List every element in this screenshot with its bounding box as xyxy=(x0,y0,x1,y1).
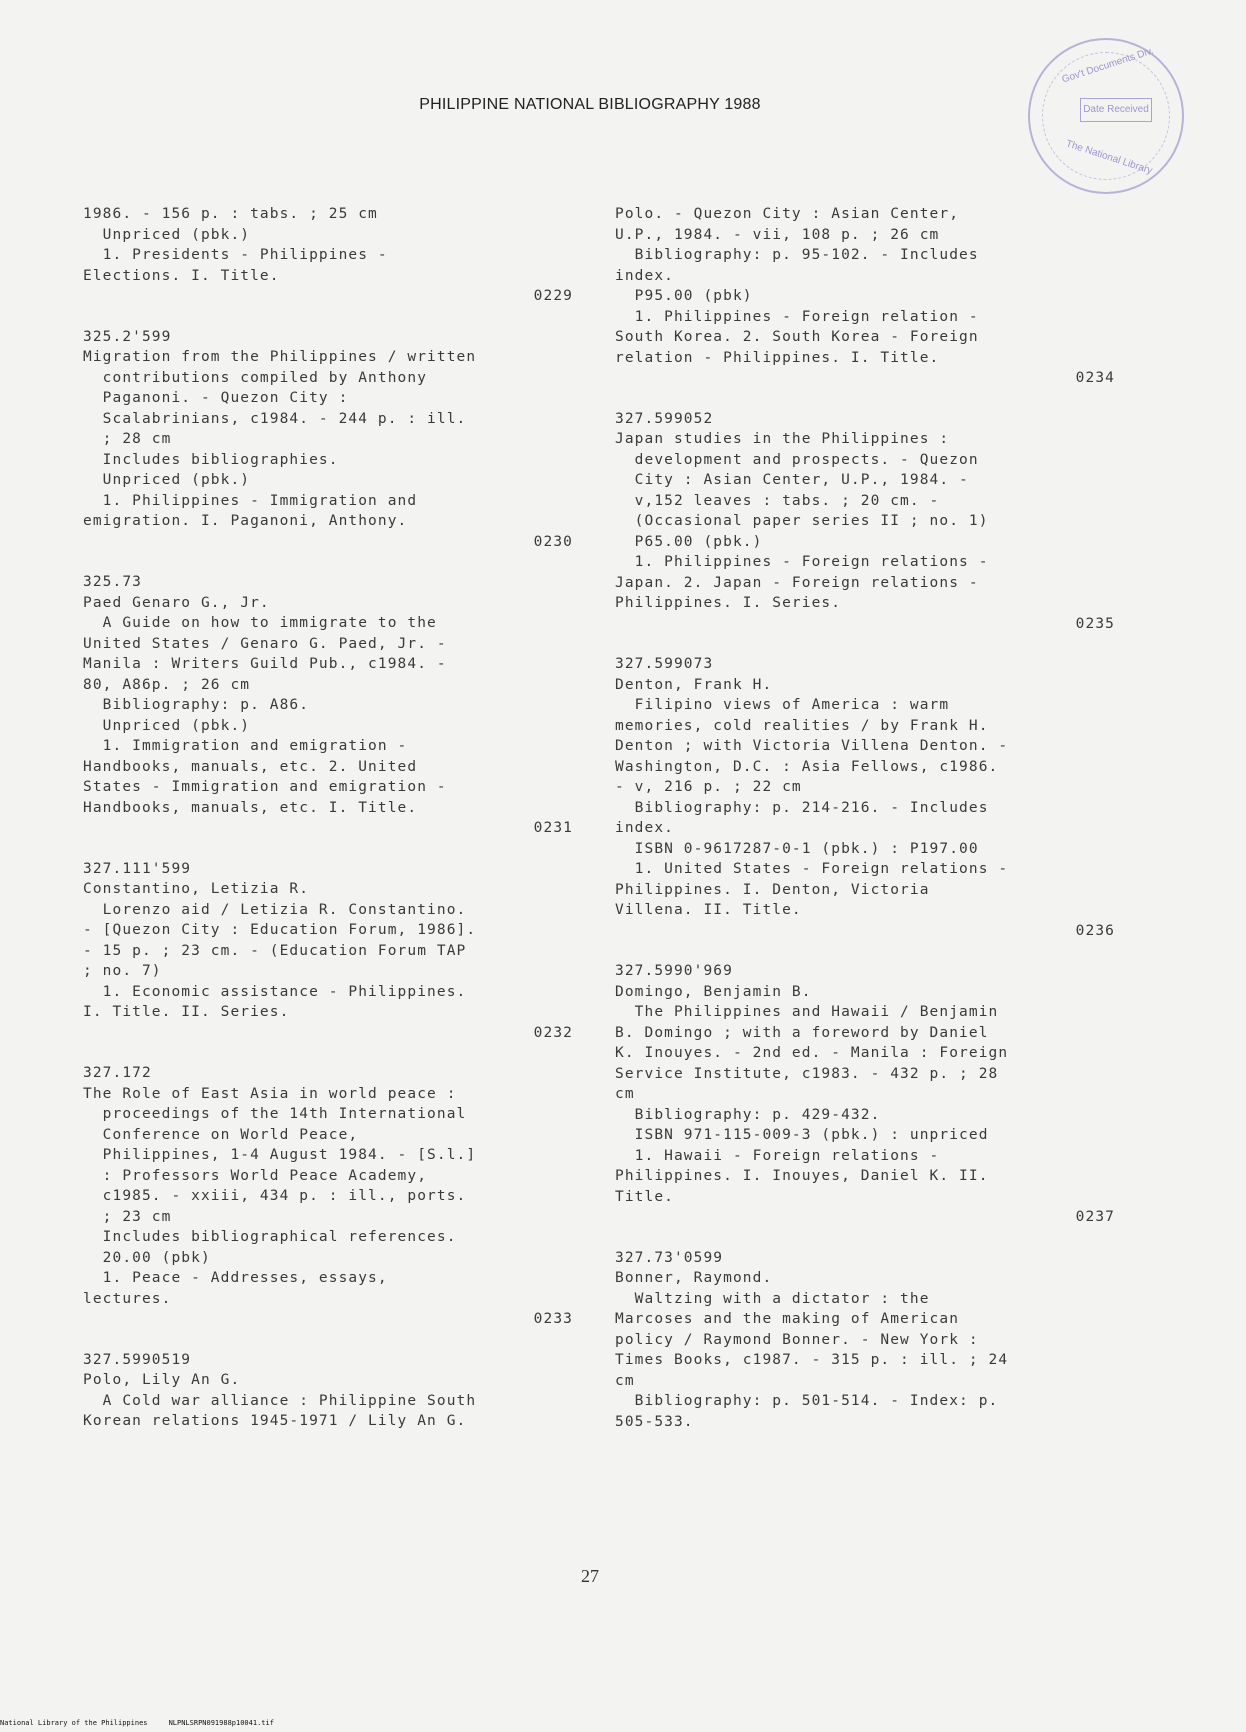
page-number: 27 xyxy=(581,1566,599,1586)
entry-line: relation - Philippines. I. Title. xyxy=(615,349,940,366)
entry-line: lectures. xyxy=(83,1290,172,1307)
entry-line: 1. Presidents - Philippines - xyxy=(83,247,388,263)
entry-line: - v, 216 p. ; 22 cm xyxy=(615,779,802,795)
entry-line: 327.599073 xyxy=(615,656,714,672)
entry-line: 327.5990'969 xyxy=(615,963,733,979)
entry-line: Bibliography: p. 95-102. - Includes xyxy=(615,247,979,263)
entry-line: Lorenzo aid / Letizia R. Constantino. xyxy=(83,901,467,918)
control-number: 0233 xyxy=(533,1311,573,1327)
entry-line: The Role of East Asia in world peace : xyxy=(83,1085,457,1102)
entry-line: policy / Raymond Bonner. - New York : xyxy=(615,1331,979,1348)
entry-line: memories, cold realities / by Frank H. xyxy=(615,717,989,734)
entry-line: Conference on World Peace, xyxy=(83,1126,359,1143)
stamp-top-text: Gov't Documents Div. xyxy=(1060,45,1155,86)
entry-line: Japan studies in the Philippines : xyxy=(615,431,950,447)
entry-line: - 15 p. ; 23 cm. - (Education Forum TAP xyxy=(83,942,467,959)
bibliography-entry xyxy=(615,961,1115,1228)
entry-line: Philippines. I. Denton, Victoria xyxy=(615,881,930,898)
bibliography-entry xyxy=(83,1063,573,1330)
entry-line: Paed Genaro G., Jr. xyxy=(83,594,270,611)
entry-line: 1. Peace - Addresses, essays, xyxy=(83,1270,388,1286)
entry-line: 327.73'0599 xyxy=(615,1249,724,1266)
entry-line: South Korea. 2. South Korea - Foreign xyxy=(615,329,979,345)
entry-line: I. Title. II. Series. xyxy=(83,1004,290,1020)
entry-line: contributions compiled by Anthony xyxy=(83,369,428,386)
entry-line: 505-533. xyxy=(615,1413,694,1430)
entry-line: Manila : Writers Guild Pub., c1984. - xyxy=(83,656,447,672)
entry-line: Unpriced (pbk.) xyxy=(83,717,251,734)
entry-line: 1. Philippines - Immigration and xyxy=(83,492,418,509)
entry-line: 80, A86p. ; 26 cm xyxy=(83,676,251,693)
control-number: 0229 xyxy=(533,288,573,304)
stamp-bottom-text: The National Library xyxy=(1064,138,1154,177)
page-header: PHILIPPINE NATIONAL BIBLIOGRAPHY 1988 xyxy=(419,96,761,113)
entry-line: Filipino views of America : warm xyxy=(615,697,950,713)
entry-line: Japan. 2. Japan - Foreign relations - xyxy=(615,574,979,591)
entry-line: 1. Hawaii - Foreign relations - xyxy=(615,1147,940,1164)
entry-line: Philippines. I. Series. xyxy=(615,595,842,611)
entry-line: City : Asian Center, U.P., 1984. - xyxy=(615,472,969,488)
entry-line: ; no. 7) xyxy=(83,963,162,979)
entry-line: v,152 leaves : tabs. ; 20 cm. - xyxy=(615,492,940,509)
entry-line: 1986. - 156 p. : tabs. ; 25 cm xyxy=(83,206,378,222)
entry-line: Constantino, Letizia R. xyxy=(83,881,310,897)
entry-line: Polo, Lily An G. xyxy=(83,1372,241,1388)
entry-line: development and prospects. - Quezon xyxy=(615,451,979,468)
entry-line: Domingo, Benjamin B. xyxy=(615,983,812,1000)
entry-line: U.P., 1984. - vii, 108 p. ; 26 cm xyxy=(615,226,940,243)
entry-line: 20.00 (pbk) xyxy=(83,1249,211,1266)
bibliography-entry xyxy=(83,1350,573,1432)
entry-line: Waltzing with a dictator : the xyxy=(615,1290,930,1307)
entry-line: B. Domingo ; with a foreword by Daniel xyxy=(615,1024,989,1041)
entry-line: P65.00 (pbk.) xyxy=(615,533,763,550)
left-column xyxy=(83,204,573,1452)
entry-line: Bibliography: p. 501-514. - Index: p. xyxy=(615,1393,999,1409)
entry-line: (Occasional paper series II ; no. 1) xyxy=(615,513,989,529)
entry-line: Korean relations 1945-1971 / Lily An G. xyxy=(83,1413,467,1429)
control-number: 0235 xyxy=(1075,615,1115,632)
entry-line: A Cold war alliance : Philippine South xyxy=(83,1392,477,1409)
entry-line: K. Inouyes. - 2nd ed. - Manila : Foreign xyxy=(615,1045,1009,1061)
entry-line: emigration. I. Paganoni, Anthony. xyxy=(83,513,408,529)
entry-line: ; 23 cm xyxy=(83,1208,172,1225)
entry-line: United States / Genaro G. Paed, Jr. - xyxy=(83,635,447,652)
entry-line: 1. Economic assistance - Philippines. xyxy=(83,983,467,1000)
entry-line: c1985. - xxiii, 434 p. : ill., ports. xyxy=(83,1188,467,1204)
entry-line: ISBN 0-9617287-0-1 (pbk.) : P197.00 xyxy=(615,840,979,857)
entry-line: Unpriced (pbk.) xyxy=(83,472,251,488)
entry-line: Marcoses and the making of American xyxy=(615,1311,960,1327)
right-column xyxy=(615,204,1115,1452)
entry-line: ; 28 cm xyxy=(83,431,172,447)
entry-line: Villena. II. Title. xyxy=(615,902,802,918)
bibliography-entry xyxy=(83,572,573,839)
entry-line: Philippines, 1-4 August 1984. - [S.l.] xyxy=(83,1147,477,1163)
entry-line: Service Institute, c1983. - 432 p. ; 28 xyxy=(615,1065,999,1082)
entry-line: 327.111'599 xyxy=(83,860,192,877)
entry-line: Includes bibliographies. xyxy=(83,451,339,468)
entry-line: - [Quezon City : Education Forum, 1986]. xyxy=(83,922,477,938)
bibliography-entry xyxy=(615,409,1115,635)
entry-line: Elections. I. Title. xyxy=(83,267,280,284)
entry-line: Philippines. I. Inouyes, Daniel K. II. xyxy=(615,1168,989,1184)
entry-line: 1. United States - Foreign relations - xyxy=(615,861,1009,877)
entry-line: A Guide on how to immigrate to the xyxy=(83,615,437,631)
entry-line: Handbooks, manuals, etc. I. Title. xyxy=(83,799,418,816)
entry-line: proceedings of the 14th International xyxy=(83,1106,467,1122)
control-number: 0234 xyxy=(1075,370,1115,386)
entry-line: Includes bibliographical references. xyxy=(83,1229,457,1245)
control-number: 0230 xyxy=(533,533,573,550)
bibliography-entry xyxy=(615,204,1115,389)
control-number: 0232 xyxy=(533,1024,573,1041)
entry-line: Denton ; with Victoria Villena Denton. - xyxy=(615,738,1009,754)
entry-line: 327.172 xyxy=(83,1065,152,1081)
control-number: 0231 xyxy=(533,820,573,836)
entry-line: index. xyxy=(615,820,674,836)
control-number: 0237 xyxy=(1075,1209,1115,1225)
entry-line: cm xyxy=(615,1372,635,1389)
entry-line: index. xyxy=(615,267,674,284)
entry-line: 1. Immigration and emigration - xyxy=(83,738,408,754)
bibliography-entry xyxy=(83,859,573,1044)
bibliography-entry xyxy=(83,204,573,307)
bibliography-entry xyxy=(615,1248,1115,1433)
entry-line: 327.599052 xyxy=(615,410,714,427)
control-number: 0236 xyxy=(1075,922,1115,939)
entry-line: Bibliography: p. 214-216. - Includes xyxy=(615,799,989,816)
entry-line: States - Immigration and emigration - xyxy=(83,779,447,795)
entry-line: Polo. - Quezon City : Asian Center, xyxy=(615,206,960,222)
entry-line: Migration from the Philippines / written xyxy=(83,349,477,365)
entry-line: Title. xyxy=(615,1188,674,1205)
stamp-date-box: Date Received xyxy=(1080,98,1152,122)
entry-line: cm xyxy=(615,1086,635,1102)
received-stamp xyxy=(1028,38,1184,194)
entry-line: 1. Philippines - Foreign relation - xyxy=(615,308,979,325)
entry-line: 325.2'599 xyxy=(83,328,172,345)
entry-line: Unpriced (pbk.) xyxy=(83,226,251,243)
entry-line: Times Books, c1987. - 315 p. : ill. ; 24 xyxy=(615,1352,1009,1368)
entry-line: Washington, D.C. : Asia Fellows, c1986. xyxy=(615,758,999,775)
entry-line: Handbooks, manuals, etc. 2. United xyxy=(83,758,418,775)
bibliography-entry xyxy=(615,654,1115,941)
entry-line: 327.5990519 xyxy=(83,1351,192,1368)
scan-footer: National Library of the Philippines NLPNLSRPN091988p10041.tif xyxy=(0,1719,274,1727)
entry-line: : Professors World Peace Academy, xyxy=(83,1167,428,1184)
entry-line: P95.00 (pbk) xyxy=(615,288,753,304)
entry-line: Bibliography: p. 429-432. xyxy=(615,1106,881,1123)
entry-line: 1. Philippines - Foreign relations - xyxy=(615,554,989,570)
entry-line: 325.73 xyxy=(83,574,142,590)
entry-line: Bibliography: p. A86. xyxy=(83,697,310,713)
entry-line: Bonner, Raymond. xyxy=(615,1270,773,1286)
entry-line: Paganoni. - Quezon City : xyxy=(83,390,349,406)
bibliography-entry xyxy=(83,327,573,553)
entry-line: Denton, Frank H. xyxy=(615,676,773,693)
entry-line: The Philippines and Hawaii / Benjamin xyxy=(615,1004,999,1020)
entry-line: ISBN 971-115-009-3 (pbk.) : unpriced xyxy=(615,1127,989,1143)
entry-line: Scalabrinians, c1984. - 244 p. : ill. xyxy=(83,410,467,427)
